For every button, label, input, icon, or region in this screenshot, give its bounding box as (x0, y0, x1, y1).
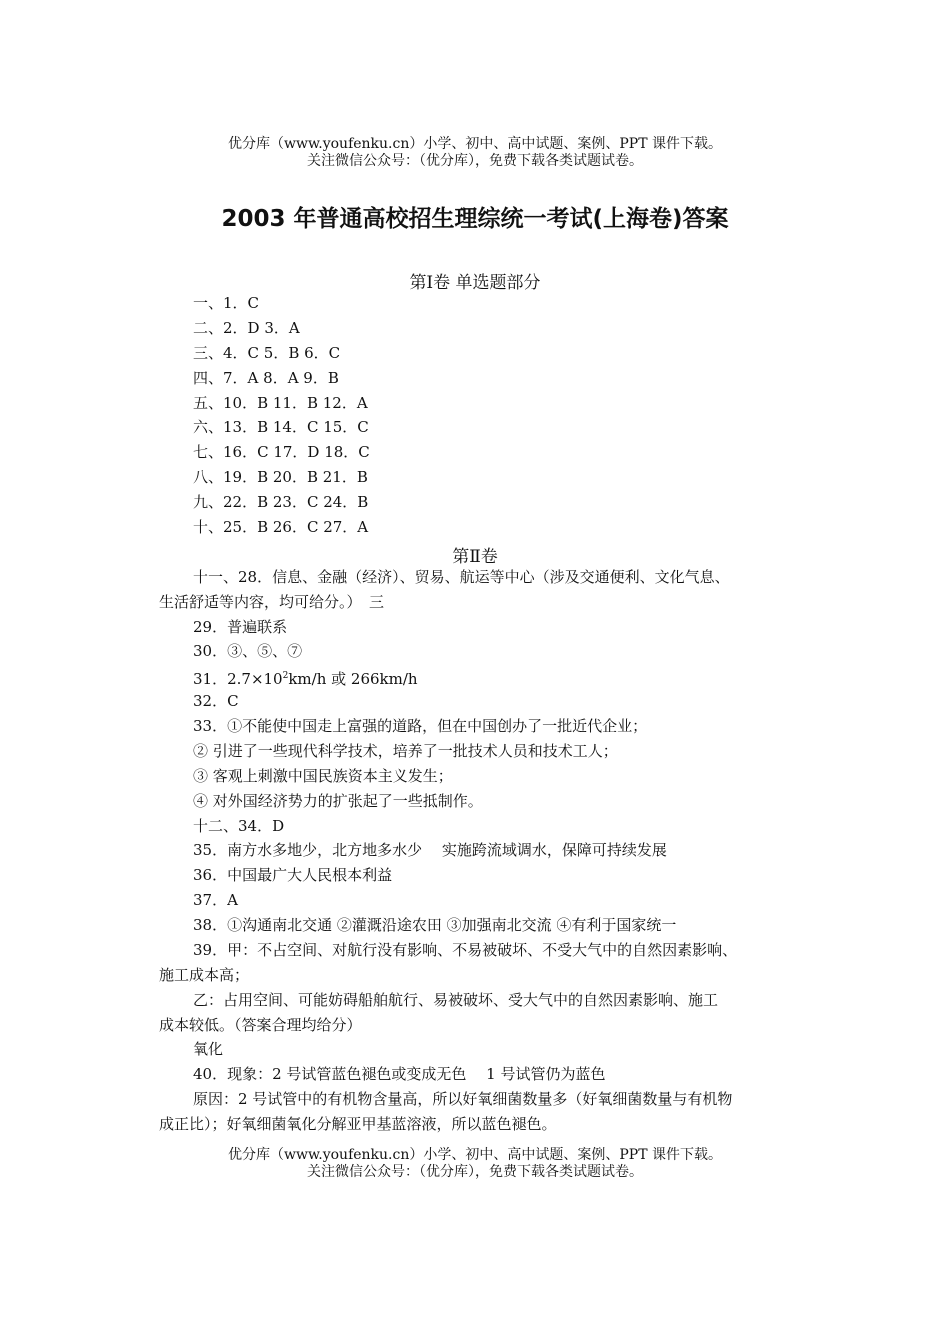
q32: 32．C (193, 692, 239, 710)
answer-line: 八、19．B 20．B 21．B (193, 468, 368, 486)
answer-line: 十、25．B 26．C 27．A (193, 518, 369, 536)
document-title: 2003 年普通高校招生理综统一考试(上海卷)答案 (221, 206, 729, 232)
q28-line-2: 生活舒适等内容，均可给分。） 三 (159, 593, 385, 611)
q31-exponent: 2 (282, 671, 289, 681)
q40-line-2: 原因：2 号试管中的有机物含量高，所以好氧细菌数量多（好氧细菌数量与有机物 (193, 1090, 733, 1108)
q33-line-2: ② 引进了一些现代科学技术，培养了一批技术人员和技术工人； (193, 742, 618, 760)
answer-line: 九、22．B 23．C 24．B (193, 493, 369, 511)
answer-line: 一、1．C (193, 294, 260, 312)
q39-line-4: 成本较低。（答案合理均给分） (159, 1016, 362, 1034)
oxidation-note: 氧化 (193, 1040, 224, 1058)
footer-line-1: 优分库（www.youfenku.cn）小学、初中、高中试题、案例、PPT 课件下载。 (227, 1147, 722, 1163)
q37: 37．A (193, 891, 238, 909)
q33-line-3: ③ 客观上刺激中国民族资本主义发生； (193, 767, 453, 785)
answer-line: 二、2．D 3．A (193, 319, 300, 337)
q30: 30．③、⑤、⑦ (193, 642, 303, 660)
q40-line-3: 成正比）；好氧细菌氧化分解亚甲基蓝溶液，所以蓝色褪色。 (159, 1115, 557, 1133)
part2-heading: 第Ⅱ卷 (452, 547, 498, 567)
q35: 35．南方水多地少，北方地多水少 实施跨流域调水，保障可持续发展 (193, 841, 667, 859)
q31 (193, 666, 418, 689)
q29: 29．普遍联系 (193, 618, 288, 636)
q34: 十二、34．D (193, 817, 285, 835)
q40-line-1: 40．现象：2 号试管蓝色褪色或变成无色 1 号试管仍为蓝色 (193, 1065, 606, 1083)
q31-prefix: 31．2.7×10 (193, 670, 283, 688)
answer-line: 五、10．B 11．B 12．A (193, 394, 368, 412)
answer-line: 六、13．B 14．C 15．C (193, 418, 369, 436)
q33-line-4: ④ 对外国经济势力的扩张起了一些抵制作。 (193, 792, 483, 810)
q31-suffix: km/h 或 266km/h (288, 670, 418, 688)
footer-line-2: 关注微信公众号：（优分库），免费下载各类试题试卷。 (307, 1164, 643, 1180)
header-line-1: 优分库（www.youfenku.cn）小学、初中、高中试题、案例、PPT 课件下载。 (227, 136, 722, 152)
answer-line: 三、4．C 5．B 6．C (193, 344, 341, 362)
q39-line-1: 39．甲：不占空间、对航行没有影响、不易被破坏、不受大气中的自然因素影响、 (193, 941, 738, 959)
part1-heading: 第Ⅰ卷 单选题部分 (409, 273, 541, 293)
answer-line: 四、7．A 8．A 9．B (193, 369, 339, 387)
page-footer (0, 1147, 950, 1181)
header-line-2: 关注微信公众号：（优分库），免费下载各类试题试卷。 (307, 153, 643, 169)
q28-line-1: 十一、28．信息、金融（经济）、贸易、航运等中心（涉及交通便利、文化气息、 (193, 568, 730, 586)
q36: 36．中国最广大人民根本利益 (193, 866, 393, 884)
q39-line-3: 乙：占用空间、可能妨碍船舶航行、易被破坏、受大气中的自然因素影响、施工 (193, 991, 719, 1009)
q39-line-2: 施工成本高； (159, 966, 250, 984)
answer-line: 七、16．C 17．D 18．C (193, 443, 370, 461)
q33-line-1: 33．①不能使中国走上富强的道路，但在中国创办了一批近代企业； (193, 717, 648, 735)
q38: 38．①沟通南北交通 ②灌溉沿途农田 ③加强南北交流 ④有利于国家统一 (193, 916, 677, 934)
page-header (0, 136, 950, 170)
